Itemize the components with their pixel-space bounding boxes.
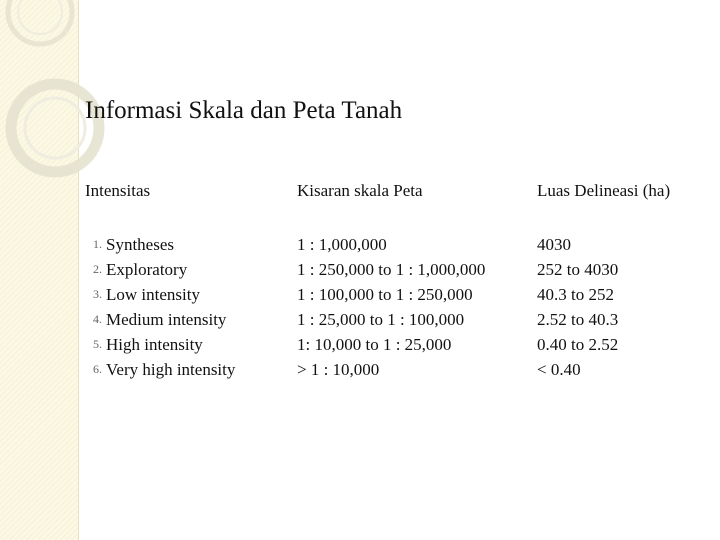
list-number: 6.: [93, 362, 102, 376]
list-item: [93, 307, 235, 332]
intensity-label: Exploratory: [106, 260, 188, 279]
scale-range-cell: 1 : 250,000 to 1 : 1,000,000: [297, 260, 486, 279]
scale-range-cell: 1 : 1,000,000: [297, 235, 387, 254]
delineation-area-cell: 40.3 to 252: [537, 285, 614, 304]
list-number: 5.: [93, 337, 102, 351]
slide-title: Informasi Skala dan Peta Tanah: [85, 97, 403, 124]
scale-range-cell: 1 : 100,000 to 1 : 250,000: [297, 285, 473, 304]
delineation-area-cell: 252 to 4030: [537, 260, 619, 279]
scale-range-column: [297, 232, 485, 382]
delineation-area-cell: 4030: [537, 235, 571, 254]
list-item: [93, 357, 236, 382]
header-kisaran-skala-peta: Kisaran skala Peta: [297, 181, 423, 200]
list-number: 1.: [93, 237, 102, 251]
scale-range-cell: 1: 10,000 to 1 : 25,000: [297, 335, 452, 354]
delineation-area-column: [537, 232, 618, 382]
header-luas-delineasi: Luas Delineasi (ha): [537, 181, 671, 200]
intensity-label: Low intensity: [106, 285, 200, 304]
scale-range-cell: 1 : 25,000 to 1 : 100,000: [297, 310, 465, 329]
delineation-area-cell: 2.52 to 40.3: [537, 310, 619, 329]
delineation-area-cell: 0.40 to 2.52: [537, 335, 619, 354]
header-intensitas: Intensitas: [85, 181, 151, 200]
list-number: 4.: [93, 312, 102, 326]
list-number: 2.: [93, 262, 102, 276]
intensity-label: Very high intensity: [106, 360, 236, 379]
delineation-area-cell: < 0.40: [537, 360, 581, 379]
list-item: [93, 232, 235, 257]
intensity-label: High intensity: [106, 335, 203, 354]
list-item: [93, 282, 235, 307]
scale-range-cell: > 1 : 10,000: [297, 360, 380, 379]
list-number: 3.: [93, 287, 102, 301]
intensity-label: Medium intensity: [106, 310, 227, 329]
list-item: [93, 257, 235, 282]
intensity-label: Syntheses: [106, 235, 174, 254]
list-item: [93, 332, 235, 357]
intensity-list: [93, 232, 236, 382]
